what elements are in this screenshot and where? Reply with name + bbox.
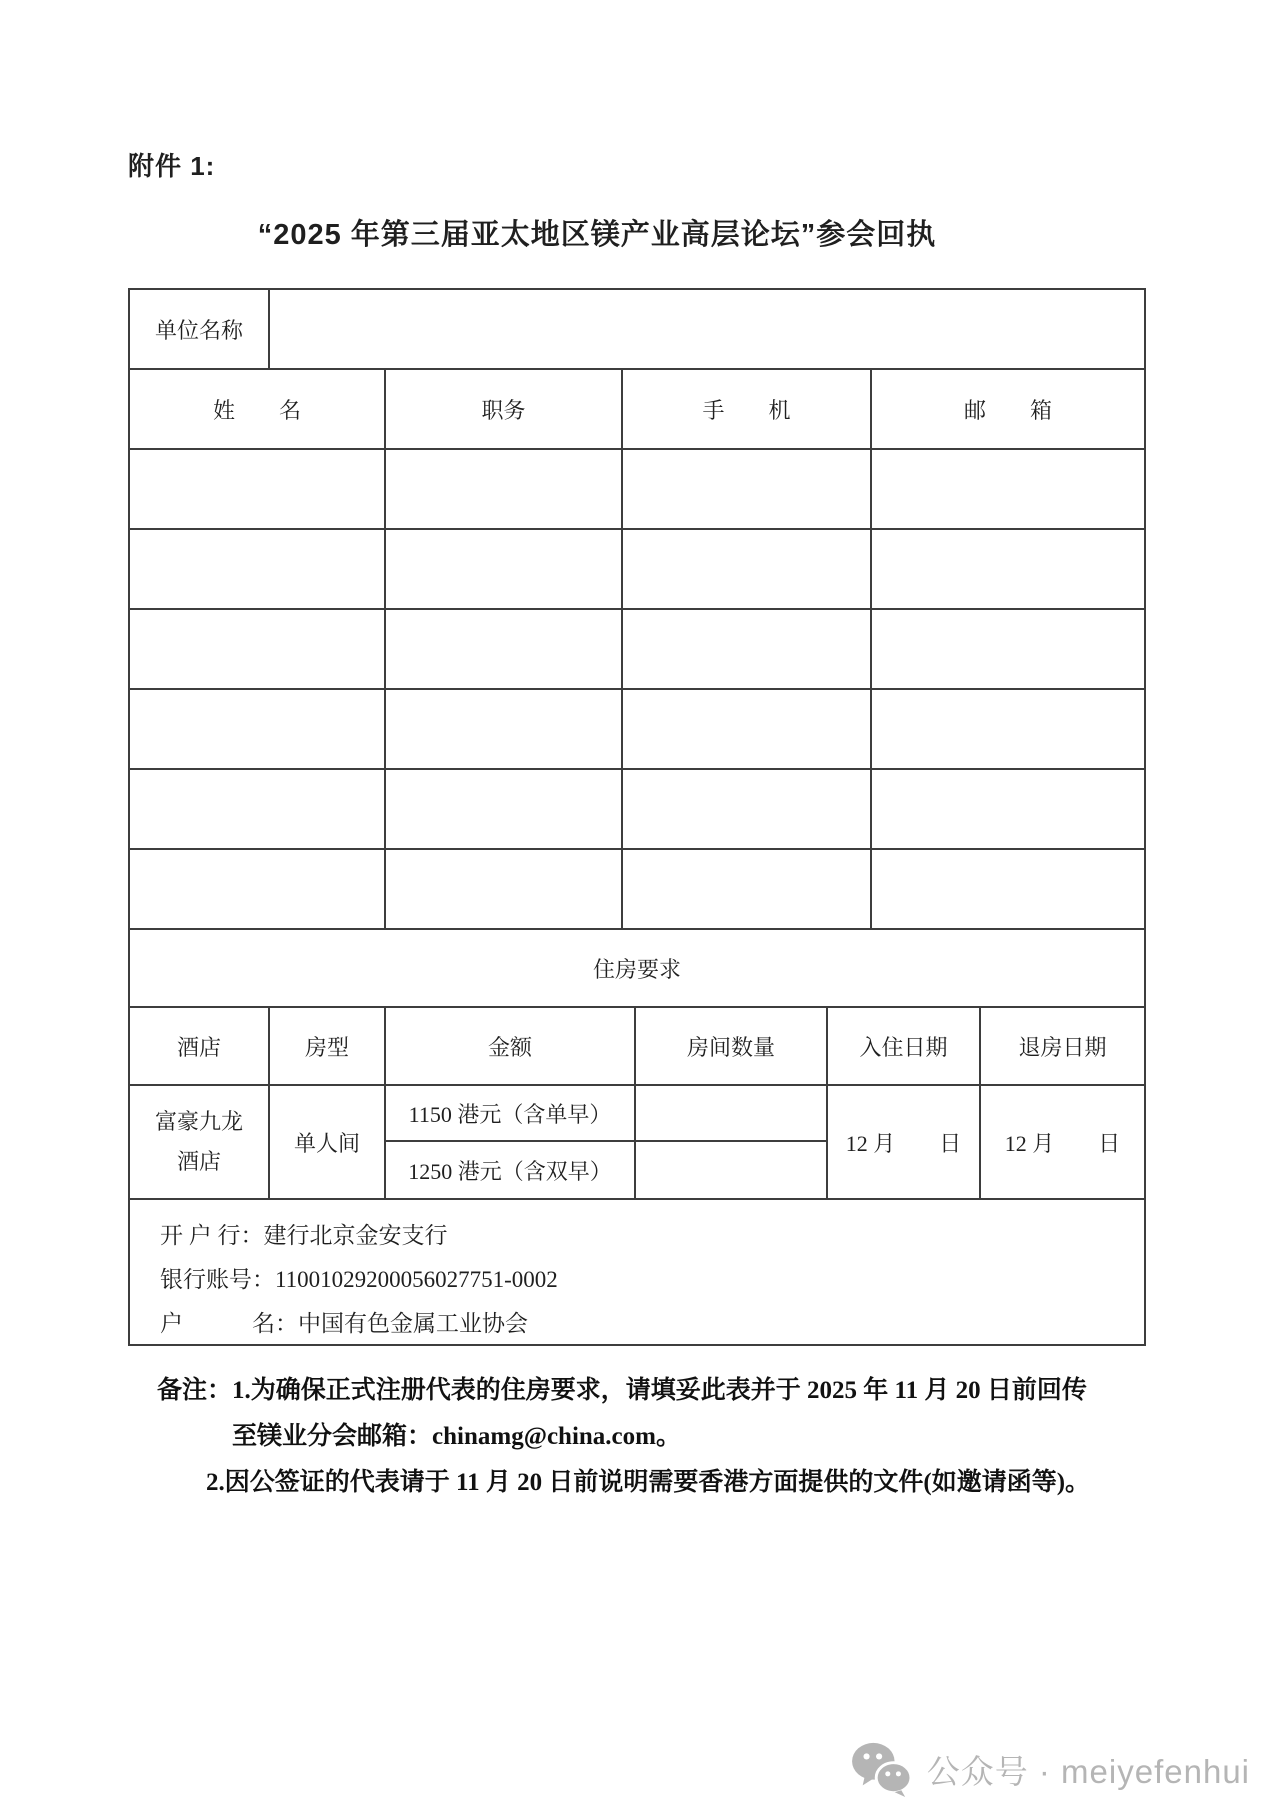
- column-header-hotel: 酒店: [130, 1008, 270, 1084]
- email-input-cell[interactable]: [872, 610, 1144, 688]
- housing-section-title: 住房要求: [592, 956, 681, 982]
- wechat-icon: [851, 1741, 913, 1797]
- wechat-account-text: 公众号 · meiyefenhui: [926, 1752, 1250, 1790]
- mobile-input-cell[interactable]: [623, 770, 872, 848]
- attendee-row: [130, 530, 1144, 610]
- title-input-cell[interactable]: [386, 850, 623, 928]
- column-header-checkout: 退房日期: [1018, 1034, 1107, 1060]
- column-header-mobile: 手 机: [623, 370, 872, 448]
- registration-form-table: [128, 288, 1146, 1346]
- title-input-cell[interactable]: [386, 610, 623, 688]
- attendee-row: [130, 610, 1144, 690]
- email-input-cell[interactable]: [872, 450, 1144, 528]
- room-count-input-bottom[interactable]: [636, 1142, 826, 1198]
- room-count-input-top[interactable]: [636, 1086, 826, 1142]
- checkin-date-cell[interactable]: 12 月 日: [828, 1086, 981, 1198]
- mobile-input-cell[interactable]: [623, 850, 872, 928]
- email-input-cell[interactable]: [872, 530, 1144, 608]
- name-input-cell[interactable]: [130, 850, 386, 928]
- mobile-input-cell[interactable]: [623, 530, 872, 608]
- remarks-block: [157, 1368, 1167, 1506]
- remark-line-2: 至镁业分会邮箱：chinamg@china.com。: [232, 1423, 681, 1450]
- email-input-cell[interactable]: [872, 690, 1144, 768]
- attendee-header-row: [130, 370, 1144, 450]
- unit-name-input-cell[interactable]: [270, 290, 1144, 368]
- email-input-cell[interactable]: [872, 770, 1144, 848]
- page-title: “2025 年第三届亚太地区镁产业高层论坛”参会回执: [257, 219, 937, 251]
- column-header-name: 姓 名: [130, 370, 386, 448]
- unit-name-label: 单位名称: [130, 290, 270, 368]
- column-header-email: 邮 箱: [963, 397, 1052, 423]
- checkout-date-cell[interactable]: 12 月 日: [1004, 1130, 1121, 1156]
- bank-holder-line: 户 名：中国有色金属工业协会: [160, 1311, 528, 1336]
- name-input-cell[interactable]: [130, 690, 386, 768]
- mobile-input-cell[interactable]: [623, 450, 872, 528]
- attachment-label: 附件 1:: [128, 151, 216, 181]
- name-input-cell[interactable]: [130, 530, 386, 608]
- room-type-cell: 单人间: [270, 1086, 386, 1198]
- name-input-cell[interactable]: [130, 770, 386, 848]
- email-input-cell[interactable]: [872, 850, 1144, 928]
- hotel-name-line1: 富豪九龙: [154, 1109, 243, 1134]
- table-row: [130, 290, 1144, 370]
- hotel-name-cell: [130, 1086, 270, 1198]
- title-input-cell[interactable]: [386, 690, 623, 768]
- room-count-cell: [636, 1086, 828, 1198]
- hotel-name-line2: 酒店: [176, 1149, 221, 1174]
- remarks-label: 备注：: [157, 1377, 233, 1404]
- column-header-checkin: 入住日期: [828, 1008, 981, 1084]
- bank-info-row: [130, 1200, 1144, 1344]
- name-input-cell[interactable]: [130, 450, 386, 528]
- bank-account-line: 银行账号：11001029200056027751-0002: [160, 1267, 558, 1292]
- bank-info-cell: [130, 1200, 1144, 1344]
- attendee-row: [130, 690, 1144, 770]
- mobile-input-cell[interactable]: [623, 690, 872, 768]
- hotel-header-row: [130, 1008, 1144, 1086]
- attendee-row: [130, 450, 1144, 530]
- price-option-single-breakfast: 1150 港元（含单早）: [386, 1086, 634, 1142]
- column-header-title: 职务: [386, 370, 623, 448]
- bank-branch-line: 开 户 行：建行北京金安支行: [160, 1223, 448, 1248]
- title-input-cell[interactable]: [386, 770, 623, 848]
- title-input-cell[interactable]: [386, 530, 623, 608]
- column-header-room-type: 房型: [270, 1008, 386, 1084]
- column-header-amount: 金额: [386, 1008, 636, 1084]
- hotel-data-row: [130, 1086, 1144, 1200]
- column-header-room-count: 房间数量: [636, 1008, 828, 1084]
- wechat-footer-badge: [851, 1738, 1250, 1800]
- attendee-row: [130, 770, 1144, 850]
- housing-section-row: [130, 930, 1144, 1008]
- price-option-double-breakfast: 1250 港元（含双早）: [408, 1158, 612, 1184]
- remark-line-3: 2.因公签证的代表请于 11 月 20 日前说明需要香港方面提供的文件(如邀请函等)。: [206, 1469, 1091, 1496]
- price-options-cell: [386, 1086, 636, 1198]
- title-input-cell[interactable]: [386, 450, 623, 528]
- remark-line-1: 1.为确保正式注册代表的住房要求，请填妥此表并于 2025 年 11 月 20 日前回传: [232, 1377, 1087, 1404]
- name-input-cell[interactable]: [130, 610, 386, 688]
- attendee-row: [130, 850, 1144, 930]
- mobile-input-cell[interactable]: [623, 610, 872, 688]
